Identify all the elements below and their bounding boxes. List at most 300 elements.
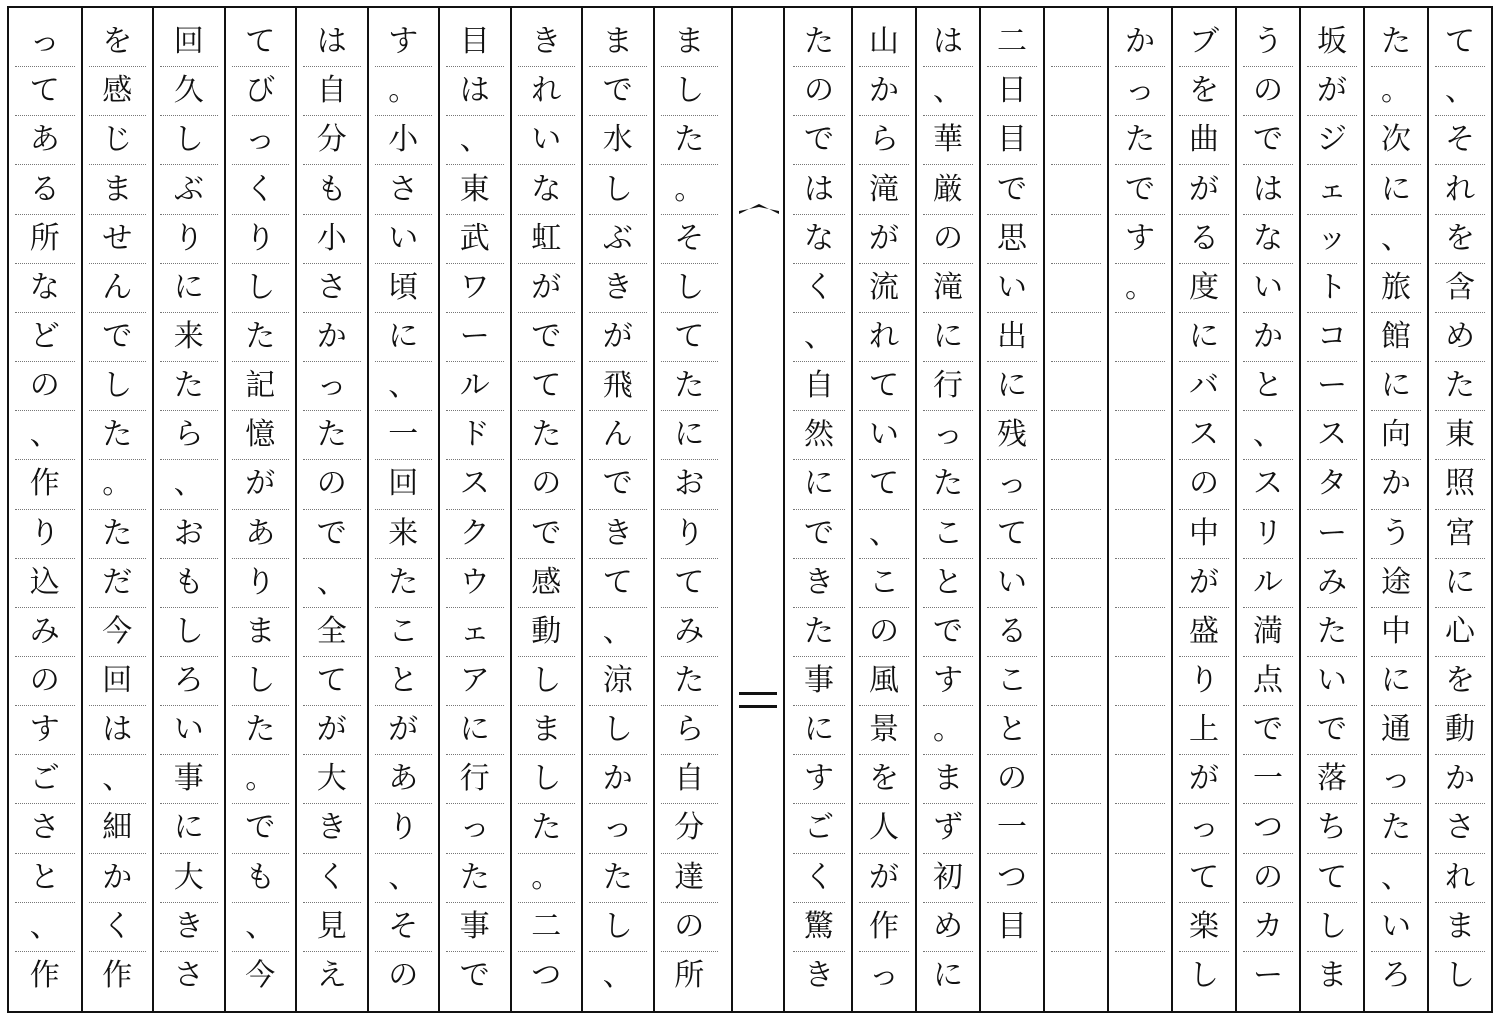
manuscript-cell: で [518, 313, 576, 362]
manuscript-cell: た [1307, 608, 1357, 657]
manuscript-cell: 東 [1435, 411, 1485, 460]
manuscript-cell: 動 [1435, 706, 1485, 755]
manuscript-cell: っ [987, 460, 1037, 509]
manuscript-cell: の [518, 460, 576, 509]
manuscript-cell: こ [923, 510, 973, 559]
manuscript-cell: で [923, 608, 973, 657]
manuscript-column [979, 8, 1043, 1011]
manuscript-cell: っ [869, 958, 899, 994]
manuscript-cell: お [160, 510, 218, 559]
manuscript-cell: 虹 [518, 215, 576, 264]
manuscript-cell: 、 [1371, 215, 1421, 264]
manuscript-cell: し [661, 264, 719, 313]
manuscript-cell: 一 [375, 411, 433, 460]
manuscript-cell: し [1189, 958, 1219, 994]
manuscript-cell: い [518, 116, 576, 165]
manuscript-cell: 心 [1435, 608, 1485, 657]
manuscript-cell: が [1307, 67, 1357, 116]
manuscript-cell: た [89, 411, 147, 460]
manuscript-cell: ら [859, 116, 909, 165]
manuscript-cell [1051, 67, 1101, 116]
manuscript-cell: た [232, 313, 290, 362]
manuscript-cell: 、 [589, 608, 647, 657]
manuscript-cell: の [987, 755, 1037, 804]
manuscript-cell [1115, 460, 1165, 509]
manuscript-cell: た [89, 510, 147, 559]
manuscript-cell: て [859, 362, 909, 411]
manuscript-cell [1051, 657, 1101, 706]
column-grid [15, 18, 75, 1001]
manuscript-cell: ク [446, 510, 504, 559]
left-page [9, 8, 724, 1011]
manuscript-cell: か [589, 755, 647, 804]
manuscript-cell: さ [1435, 804, 1485, 853]
manuscript-cell [1115, 706, 1165, 755]
manuscript-cell: と [1243, 362, 1293, 411]
manuscript-cell: な [1243, 215, 1293, 264]
manuscript-cell: 、 [446, 116, 504, 165]
manuscript-cell: た [446, 854, 504, 903]
manuscript-cell: 涼 [589, 657, 647, 706]
manuscript-cell: の [793, 67, 845, 116]
manuscript-cell: に [160, 804, 218, 853]
manuscript-column [510, 8, 582, 1011]
manuscript-cell: く [793, 264, 845, 313]
manuscript-cell: か [1371, 460, 1421, 509]
manuscript-cell: い [375, 215, 433, 264]
manuscript-cell: 二 [987, 18, 1037, 67]
manuscript-cell: す [1115, 215, 1165, 264]
manuscript-cell: そ [1435, 116, 1485, 165]
manuscript-column [915, 8, 979, 1011]
manuscript-column [1043, 8, 1107, 1011]
manuscript-cell: お [661, 460, 719, 509]
manuscript-cell: 、 [923, 67, 973, 116]
manuscript-cell: 、 [375, 854, 433, 903]
manuscript-cell: 厳 [923, 165, 973, 214]
manuscript-cell: き [303, 804, 361, 853]
manuscript-cell: ま [518, 706, 576, 755]
manuscript-cell: ま [1435, 903, 1485, 952]
column-grid [89, 18, 147, 1001]
manuscript-cell: と [987, 706, 1037, 755]
manuscript-cell: 途 [1371, 559, 1421, 608]
manuscript-cell: た [793, 18, 845, 67]
manuscript-cell: み [661, 608, 719, 657]
manuscript-cell: ぶ [589, 215, 647, 264]
manuscript-cell: び [232, 67, 290, 116]
manuscript-cell: て [303, 657, 361, 706]
manuscript-cell: 憶 [232, 411, 290, 460]
manuscript-cell: め [923, 903, 973, 952]
manuscript-cell: 、 [232, 903, 290, 952]
manuscript-cell: き [589, 264, 647, 313]
manuscript-cell: て [859, 460, 909, 509]
manuscript-cell: 、 [602, 958, 633, 994]
manuscript-cell: て [661, 559, 719, 608]
manuscript-cell: 作 [15, 460, 75, 509]
manuscript-column [851, 8, 915, 1011]
manuscript-cell: 東 [446, 165, 504, 214]
manuscript-cell: 行 [923, 362, 973, 411]
manuscript-cell: の [15, 362, 75, 411]
manuscript-cell: り [661, 510, 719, 559]
manuscript-cell: 度 [1179, 264, 1229, 313]
manuscript-cell: す [923, 657, 973, 706]
column-grid [1051, 18, 1101, 1001]
manuscript-cell: を [1435, 215, 1485, 264]
column-grid [1371, 18, 1421, 1001]
manuscript-cell: も [232, 854, 290, 903]
manuscript-column [653, 8, 725, 1011]
manuscript-cell: に [446, 706, 504, 755]
manuscript-cell: の [1243, 67, 1293, 116]
manuscript-cell: 分 [303, 116, 361, 165]
manuscript-cell: い [987, 264, 1037, 313]
manuscript-cell: り [375, 804, 433, 853]
manuscript-cell: い [859, 411, 909, 460]
manuscript-cell: り [15, 510, 75, 559]
manuscript-cell: 景 [859, 706, 909, 755]
manuscript-cell: ウ [446, 559, 504, 608]
manuscript-cell: 満 [1243, 608, 1293, 657]
manuscript-cell: れ [1435, 165, 1485, 214]
manuscript-cell: 、 [859, 510, 909, 559]
manuscript-cell: ト [1307, 264, 1357, 313]
manuscript-cell: 、 [793, 313, 845, 362]
manuscript-cell: 中 [1371, 608, 1421, 657]
manuscript-cell: す [375, 18, 433, 67]
manuscript-cell: 、 [1243, 411, 1293, 460]
manuscript-cell: の [859, 608, 909, 657]
manuscript-cell: 、 [1371, 854, 1421, 903]
manuscript-cell: が [518, 264, 576, 313]
manuscript-column [1235, 8, 1299, 1011]
manuscript-cell: は [446, 67, 504, 116]
column-grid [661, 18, 719, 1001]
manuscript-cell [1051, 804, 1101, 853]
manuscript-cell: た [518, 411, 576, 460]
manuscript-cell: 自 [303, 67, 361, 116]
manuscript-cell: れ [518, 67, 576, 116]
manuscript-cell: も [303, 165, 361, 214]
manuscript-cell: 水 [589, 116, 647, 165]
manuscript-cell: 事 [446, 903, 504, 952]
manuscript-cell: っ [923, 411, 973, 460]
manuscript-sheet [7, 6, 1493, 1013]
manuscript-cell: 久 [160, 67, 218, 116]
manuscript-cell: た [518, 804, 576, 853]
manuscript-cell: 込 [15, 559, 75, 608]
manuscript-cell: コ [1307, 313, 1357, 362]
manuscript-cell: の [15, 657, 75, 706]
manuscript-cell: く [232, 165, 290, 214]
manuscript-cell: が [1179, 755, 1229, 804]
manuscript-cell: 達 [661, 854, 719, 903]
manuscript-cell: 残 [987, 411, 1037, 460]
manuscript-cell: れ [859, 313, 909, 362]
manuscript-cell: 回 [375, 460, 433, 509]
manuscript-cell: 。 [661, 165, 719, 214]
manuscript-cell: で [303, 510, 361, 559]
column-grid [923, 18, 973, 1001]
manuscript-cell [1051, 411, 1101, 460]
manuscript-cell: で [1307, 706, 1357, 755]
manuscript-cell: 然 [793, 411, 845, 460]
manuscript-cell: は [793, 165, 845, 214]
manuscript-cell: 一 [1243, 755, 1293, 804]
manuscript-cell: ワ [446, 264, 504, 313]
manuscript-cell: し [589, 903, 647, 952]
manuscript-cell: ぶ [160, 165, 218, 214]
manuscript-cell: で [793, 510, 845, 559]
manuscript-cell: の [661, 903, 719, 952]
manuscript-cell: 感 [89, 67, 147, 116]
center-fold-mark [739, 204, 779, 214]
manuscript-cell: み [1307, 559, 1357, 608]
manuscript-cell: 動 [518, 608, 576, 657]
manuscript-cell: な [15, 264, 75, 313]
manuscript-cell: た [923, 460, 973, 509]
manuscript-cell: つ [987, 854, 1037, 903]
manuscript-cell: か [1435, 755, 1485, 804]
manuscript-cell: が [232, 460, 290, 509]
manuscript-cell: 飛 [589, 362, 647, 411]
manuscript-cell: た [1435, 362, 1485, 411]
manuscript-cell: ー [1307, 510, 1357, 559]
manuscript-cell: 盛 [1179, 608, 1229, 657]
manuscript-cell: た [375, 559, 433, 608]
manuscript-cell: か [303, 313, 361, 362]
manuscript-cell: 所 [15, 215, 75, 264]
manuscript-cell: た [160, 362, 218, 411]
manuscript-cell [1051, 608, 1101, 657]
column-grid [859, 18, 909, 1001]
manuscript-cell: か [1115, 18, 1165, 67]
manuscript-cell: で [1243, 116, 1293, 165]
manuscript-cell [1115, 362, 1165, 411]
manuscript-cell: す [15, 706, 75, 755]
manuscript-cell: 、 [15, 411, 75, 460]
manuscript-cell: で [1115, 165, 1165, 214]
manuscript-cell: か [89, 854, 147, 903]
manuscript-cell: き [793, 559, 845, 608]
manuscript-cell: り [160, 215, 218, 264]
manuscript-cell: ま [661, 18, 719, 67]
manuscript-cell: て [1179, 854, 1229, 903]
manuscript-cell: で [793, 116, 845, 165]
manuscript-cell [1051, 313, 1101, 362]
manuscript-cell: の [388, 958, 419, 994]
manuscript-cell: で [1243, 706, 1293, 755]
manuscript-cell: る [987, 608, 1037, 657]
manuscript-cell: き [589, 510, 647, 559]
manuscript-cell [1051, 116, 1101, 165]
manuscript-cell: り [232, 215, 290, 264]
manuscript-cell: で [987, 165, 1037, 214]
manuscript-cell: さ [15, 804, 75, 853]
manuscript-cell: が [1179, 165, 1229, 214]
manuscript-cell [1051, 215, 1101, 264]
manuscript-cell: 。 [518, 854, 576, 903]
manuscript-cell: っ [1179, 804, 1229, 853]
manuscript-cell [1051, 18, 1101, 67]
manuscript-cell: 大 [303, 755, 361, 804]
manuscript-cell: と [923, 559, 973, 608]
manuscript-cell: 出 [987, 313, 1037, 362]
column-grid [987, 18, 1037, 1001]
manuscript-cell: て [589, 559, 647, 608]
manuscript-cell: せ [89, 215, 147, 264]
manuscript-cell: に [793, 706, 845, 755]
manuscript-cell: 作 [859, 903, 909, 952]
manuscript-column [224, 8, 296, 1011]
manuscript-cell: い [987, 559, 1037, 608]
manuscript-cell: つ [1243, 804, 1293, 853]
manuscript-cell: 作 [29, 958, 60, 994]
manuscript-cell: 思 [987, 215, 1037, 264]
manuscript-cell: 自 [793, 362, 845, 411]
manuscript-cell: に [160, 264, 218, 313]
manuscript-cell: し [661, 67, 719, 116]
manuscript-cell: は [1243, 165, 1293, 214]
manuscript-cell: さ [303, 264, 361, 313]
manuscript-cell [1051, 755, 1101, 804]
manuscript-cell: で [232, 804, 290, 853]
manuscript-cell [1115, 608, 1165, 657]
manuscript-cell: て [518, 362, 576, 411]
manuscript-cell: こ [859, 559, 909, 608]
manuscript-cell: て [15, 67, 75, 116]
manuscript-cell: え [316, 958, 347, 994]
manuscript-cell: 分 [661, 804, 719, 853]
manuscript-cell: 人 [859, 804, 909, 853]
manuscript-cell: こ [987, 657, 1037, 706]
manuscript-cell: 。 [375, 67, 433, 116]
manuscript-cell: 今 [89, 608, 147, 657]
manuscript-cell: う [1371, 510, 1421, 559]
manuscript-cell: ま [1317, 958, 1347, 994]
manuscript-cell: あ [15, 116, 75, 165]
manuscript-cell: で [459, 958, 490, 994]
manuscript-cell: し [232, 657, 290, 706]
manuscript-cell: 曲 [1179, 116, 1229, 165]
manuscript-cell: し [589, 165, 647, 214]
column-grid [589, 18, 647, 1001]
manuscript-cell: に [1371, 657, 1421, 706]
manuscript-cell: ス [1179, 411, 1229, 460]
manuscript-cell [1115, 559, 1165, 608]
manuscript-cell: 頃 [375, 264, 433, 313]
manuscript-cell: に [923, 313, 973, 362]
manuscript-cell: し [89, 362, 147, 411]
manuscript-cell: の [303, 460, 361, 509]
manuscript-cell: く [303, 854, 361, 903]
manuscript-cell [1051, 706, 1101, 755]
manuscript-column [1363, 8, 1427, 1011]
manuscript-cell: も [160, 559, 218, 608]
manuscript-cell: き [160, 903, 218, 952]
manuscript-cell: 次 [1371, 116, 1421, 165]
manuscript-cell: が [1179, 559, 1229, 608]
manuscript-cell: み [15, 608, 75, 657]
manuscript-column [581, 8, 653, 1011]
manuscript-cell: は [303, 18, 361, 67]
manuscript-cell: だ [89, 559, 147, 608]
manuscript-cell: 小 [303, 215, 361, 264]
manuscript-cell: で [518, 510, 576, 559]
manuscript-cell: 見 [303, 903, 361, 952]
manuscript-cell: 感 [518, 559, 576, 608]
manuscript-cell [1115, 804, 1165, 853]
manuscript-cell: 来 [375, 510, 433, 559]
manuscript-cell: た [661, 657, 719, 706]
manuscript-cell: ん [589, 411, 647, 460]
manuscript-cell: 、 [1435, 67, 1485, 116]
manuscript-cell: っ [589, 804, 647, 853]
manuscript-cell: に [375, 313, 433, 362]
manuscript-cell: 照 [1435, 460, 1485, 509]
manuscript-cell: 自 [661, 755, 719, 804]
manuscript-cell [1115, 903, 1165, 952]
manuscript-cell: し [1307, 903, 1357, 952]
manuscript-cell: し [232, 264, 290, 313]
manuscript-cell: 上 [1179, 706, 1229, 755]
manuscript-cell: に [1179, 313, 1229, 362]
manuscript-cell: ま [923, 755, 973, 804]
manuscript-cell [1115, 854, 1165, 903]
manuscript-cell [1051, 362, 1101, 411]
manuscript-cell: の [1179, 460, 1229, 509]
manuscript-cell: な [793, 215, 845, 264]
manuscript-cell: い [1307, 657, 1357, 706]
manuscript-cell: し [518, 657, 576, 706]
manuscript-cell: た [793, 608, 845, 657]
manuscript-cell: 落 [1307, 755, 1357, 804]
manuscript-column [787, 8, 851, 1011]
manuscript-cell: っ [1115, 67, 1165, 116]
manuscript-cell: を [89, 18, 147, 67]
manuscript-cell: 来 [160, 313, 218, 362]
center-rule-mark [739, 692, 777, 708]
manuscript-cell: に [661, 411, 719, 460]
manuscript-cell: っ [232, 116, 290, 165]
manuscript-cell: ル [446, 362, 504, 411]
manuscript-cell: 一 [987, 804, 1037, 853]
manuscript-cell: 細 [89, 804, 147, 853]
manuscript-cell: は [89, 706, 147, 755]
manuscript-column [81, 8, 153, 1011]
manuscript-cell: と [15, 854, 75, 903]
manuscript-cell: 事 [793, 657, 845, 706]
manuscript-cell: ま [232, 608, 290, 657]
center-gutter [731, 8, 785, 1011]
manuscript-cell: 作 [102, 958, 133, 994]
column-grid [160, 18, 218, 1001]
manuscript-cell: き [518, 18, 576, 67]
manuscript-cell: に [987, 362, 1037, 411]
manuscript-cell: 滝 [859, 165, 909, 214]
manuscript-column [1427, 8, 1491, 1011]
manuscript-cell: 。 [1115, 264, 1165, 313]
manuscript-cell: で [589, 460, 647, 509]
manuscript-cell: ス [1243, 460, 1293, 509]
manuscript-cell: い [1371, 903, 1421, 952]
manuscript-cell: 含 [1435, 264, 1485, 313]
manuscript-cell: で [589, 67, 647, 116]
manuscript-cell: 今 [245, 958, 276, 994]
manuscript-cell [1051, 952, 1101, 1001]
